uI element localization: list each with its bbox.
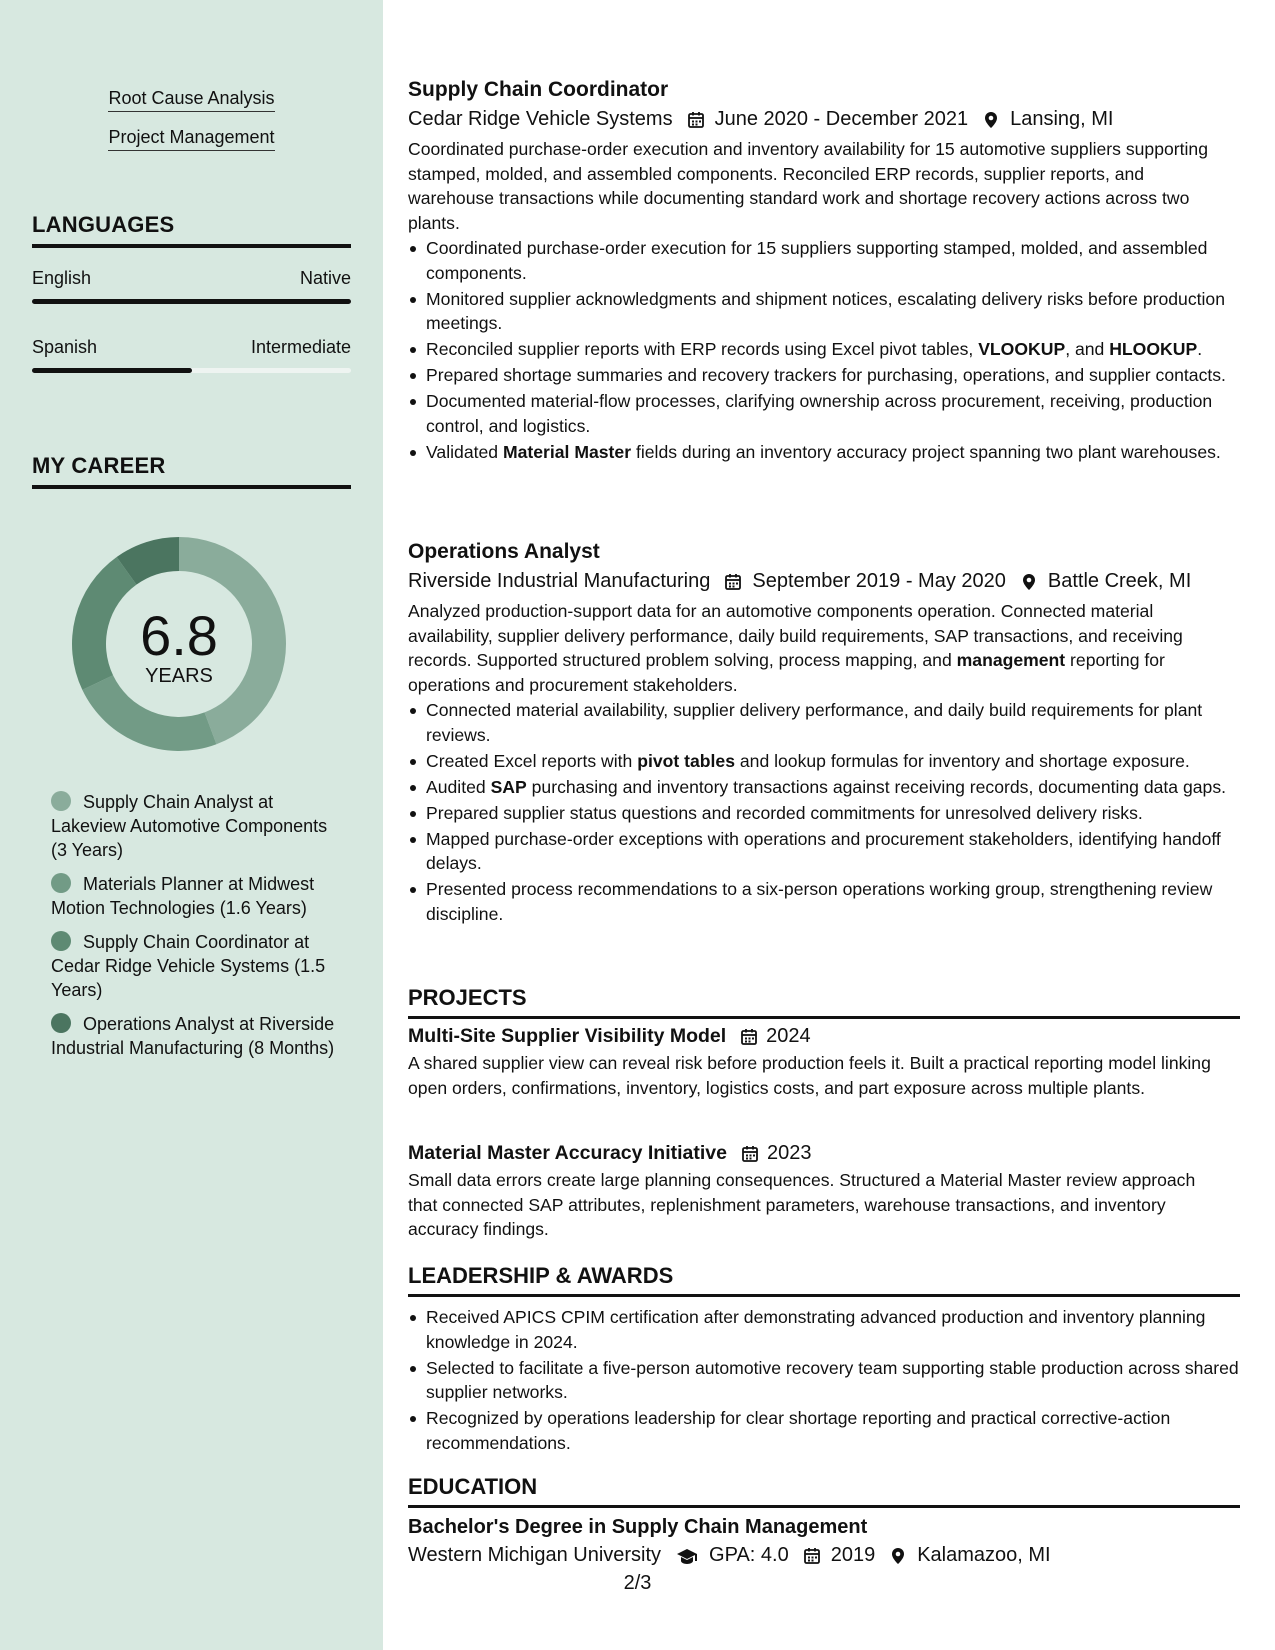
bullet-item: Connected material availability, supplier delivery performance, and daily build requirements for plant reviews. (408, 698, 1240, 747)
language-proficiency-bar (32, 368, 351, 373)
skill-item: Project Management (0, 127, 383, 151)
job-location: Lansing, MI (1010, 108, 1114, 130)
career-donut-segment (72, 557, 136, 690)
bullet-item: Monitored supplier acknowledgments and shipment notices, escalating delivery risks before production meetings. (408, 287, 1240, 336)
location-pin-icon (1020, 573, 1038, 591)
location-pin-icon (889, 1547, 907, 1565)
project-year: 2023 (767, 1142, 812, 1164)
career-total-value: 6.8 (140, 604, 218, 667)
job-location: Battle Creek, MI (1047, 570, 1192, 592)
language-level: Intermediate (250, 337, 351, 357)
job-entry (408, 540, 1240, 928)
bullet-item: Received APICS CPIM certification after demonstrating advanced production and inventory planning knowledge in 2024. (408, 1305, 1240, 1354)
language-proficiency-fill (32, 299, 351, 304)
project-year: 2024 (766, 1025, 811, 1047)
job-bullets (408, 236, 1240, 464)
job-meta (408, 108, 1240, 131)
degree-title: Bachelor's Degree in Supply Chain Management (408, 1516, 868, 1538)
languages-heading: LANGUAGES (32, 212, 351, 248)
language-proficiency-fill (32, 368, 192, 373)
career-total-unit: YEARS (145, 665, 213, 687)
graduation-year: 2019 (830, 1544, 876, 1566)
project-title-row (408, 1142, 1240, 1165)
bullet-item: Audited SAP purchasing and inventory transactions against receiving records, documenting data gaps. (408, 775, 1240, 800)
project-title: Multi-Site Supplier Visibility Model (408, 1025, 727, 1047)
bullet-item: Created Excel reports with pivot tables and lookup formulas for inventory and shortage exposure. (408, 749, 1240, 774)
gpa: GPA: 4.0 (709, 1544, 789, 1566)
legend-dot-icon (51, 1013, 71, 1033)
language-english (32, 268, 351, 304)
job-title: Operations Analyst (408, 540, 600, 563)
bullet-item: Recognized by operations leadership for clear shortage reporting and practical corrective-action recommendations. (408, 1406, 1240, 1455)
bullet-item: Presented process recommendations to a six-person operations working group, strengthening review discipline. (408, 877, 1240, 926)
bullet-item: Reconciled supplier reports with ERP records using Excel pivot tables, VLOOKUP, and HLOOKUP. (408, 337, 1240, 362)
education-heading: EDUCATION (408, 1474, 1240, 1508)
leadership-heading: LEADERSHIP & AWARDS (408, 1263, 1240, 1297)
language-spanish (32, 337, 351, 373)
skill-item: Root Cause Analysis (0, 88, 383, 112)
project-description: Small data errors create large planning consequences. Structured a Material Master review approach that connected SAP attributes, replenishment parameters, warehouse transactions, and inventory accuracy findings. (408, 1170, 1196, 1239)
education-entry (408, 1516, 1240, 1567)
career-legend-item: Operations Analyst at Riverside Industrial Manufacturing (8 Months) (51, 1014, 335, 1058)
job-meta (408, 570, 1240, 593)
bullet-item: Documented material-flow processes, clarifying ownership across procurement, receiving, production control, and logistics. (408, 389, 1240, 438)
career-heading: MY CAREER (32, 453, 351, 489)
bullet-item: Prepared supplier status questions and recorded commitments for unresolved delivery risks. (408, 801, 1240, 826)
language-name: English (32, 268, 92, 288)
calendar-icon (741, 1145, 759, 1163)
career-donut-chart (66, 531, 292, 757)
project-entry (408, 1025, 1240, 1100)
school-name: Western Michigan University (408, 1544, 662, 1566)
project-description: A shared supplier view can reveal risk before production feels it. Built a practical reporting model linking open orders, confirmations, inventory, logistics costs, and part exposure across multiple plants. (408, 1053, 1211, 1098)
calendar-icon (803, 1547, 821, 1565)
job-summary: Analyzed production-support data for an automotive components operation. Connected material availability, supplier delivery performance, daily build requirements, SAP transactions, and receiving records. Supported structured problem solving, process mapping, and management reporting for operations and procurement stakeholders. (408, 601, 1183, 695)
job-entry (408, 78, 1240, 466)
job-title: Supply Chain Coordinator (408, 78, 669, 101)
calendar-icon (724, 573, 742, 591)
career-legend (51, 790, 341, 1070)
project-title: Material Master Accuracy Initiative (408, 1142, 727, 1164)
company-name: Cedar Ridge Vehicle Systems (408, 108, 673, 130)
language-level: Native (299, 268, 351, 288)
job-summary: Coordinated purchase-order execution and inventory availability for 15 automotive suppliers supporting stamped, molded, and assembled components. Reconciled ERP records, supplier reports, and warehouse transactions while documenting standard work and shortage recovery actions across two plants. (408, 139, 1209, 233)
education-meta (408, 1544, 1240, 1567)
career-legend-item: Materials Planner at Midwest Motion Technologies (1.6 Years) (51, 874, 315, 918)
job-dates: September 2019 - May 2020 (752, 570, 1006, 592)
legend-dot-icon (51, 873, 71, 893)
career-legend-item: Supply Chain Analyst at Lakeview Automotive Components (3 Years) (51, 792, 328, 860)
bullet-item: Coordinated purchase-order execution for 15 suppliers supporting stamped, molded, and assembled components. (408, 236, 1240, 285)
language-name: Spanish (32, 337, 98, 357)
legend-dot-icon (51, 931, 71, 951)
job-bullets (408, 698, 1240, 926)
bullet-item: Selected to facilitate a five-person automotive recovery team supporting stable production across shared supplier networks. (408, 1356, 1240, 1405)
calendar-icon (740, 1028, 758, 1046)
project-entry (408, 1142, 1240, 1242)
skills-list (0, 88, 383, 151)
bullet-item: Validated Material Master fields during an inventory accuracy project spanning two plant warehouses. (408, 440, 1240, 465)
bullet-item: Prepared shortage summaries and recovery trackers for purchasing, operations, and supplier contacts. (408, 363, 1240, 388)
career-legend-item: Supply Chain Coordinator at Cedar Ridge Vehicle Systems (1.5 Years) (51, 932, 326, 1000)
project-title-row (408, 1025, 1240, 1048)
language-proficiency-bar (32, 299, 351, 304)
location-pin-icon (982, 111, 1000, 129)
calendar-icon (687, 111, 705, 129)
projects-heading: PROJECTS (408, 985, 1240, 1019)
legend-dot-icon (51, 791, 71, 811)
company-name: Riverside Industrial Manufacturing (408, 570, 711, 592)
graduation-cap-icon (675, 1547, 699, 1565)
bullet-item: Mapped purchase-order exceptions with operations and procurement stakeholders, identifying handoff delays. (408, 827, 1240, 876)
job-dates: June 2020 - December 2021 (714, 108, 969, 130)
sidebar (0, 0, 383, 1650)
leadership-list (408, 1305, 1240, 1457)
education-location: Kalamazoo, MI (917, 1544, 1051, 1566)
page-number: 2/3 (623, 1572, 652, 1594)
